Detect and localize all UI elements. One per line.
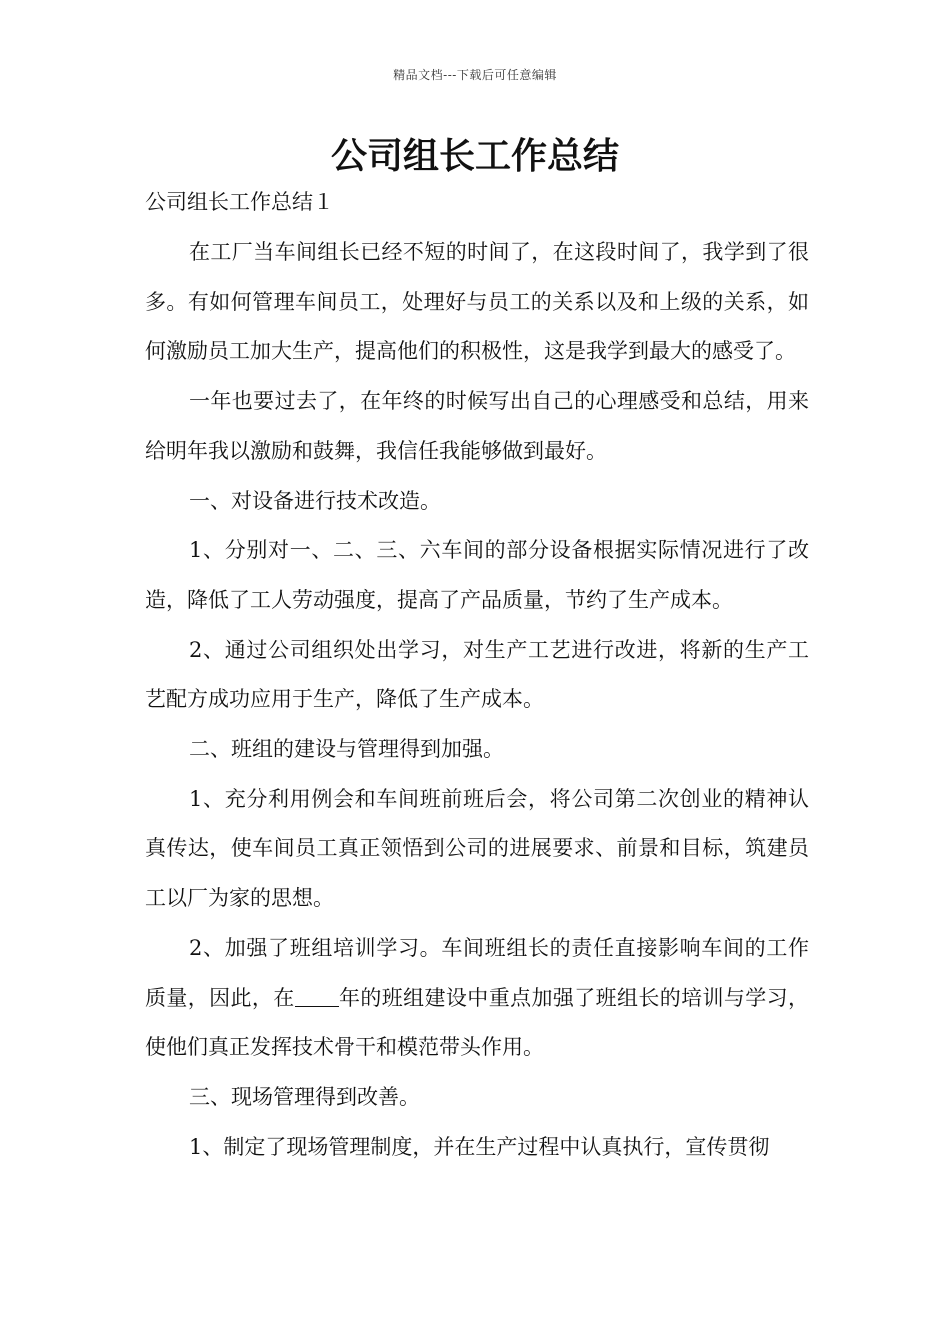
paragraph: 2、通过公司组织处出学习，对生产工艺进行改进，将新的生产工艺配方成功应用于生产，降低了生产成本。 (145, 637, 809, 712)
paragraph-text-after-blank: 年的班组建设中重点加强了班组长的培训与学习，使他们真正发挥技术骨干和模范带头作用。 (145, 985, 809, 1060)
paragraph: 一年也要过去了，在年终的时候写出自己的心理感受和总结，用来给明年我以激励和鼓舞，我信任我能够做到最好。 (145, 389, 809, 463)
fill-in-blank (295, 985, 339, 1007)
document-title: 公司组长工作总结 (330, 136, 619, 177)
paragraph: 1、充分利用例会和车间班前班后会，将公司第二次创业的精神认真传达，使车间员工真正领悟到公司的进展要求、前景和目标，筑建员工以厂为家的思想。 (145, 786, 809, 911)
paragraph: 在工厂当车间组长已经不短的时间了，在这段时间了，我学到了很多。有如何管理车间员工，处理好与员工的关系以及和上级的关系，如何激励员工加大生产，提高他们的积极性，这是我学到最大的感受了。 (145, 240, 809, 364)
section-heading: 二、班组的建设与管理得到加强。 (189, 737, 504, 762)
document-body (145, 228, 809, 1172)
paragraph-with-blank (145, 924, 809, 1073)
section-subtitle: 公司组长工作总结１ (145, 190, 334, 214)
paragraph-text-before-blank: 2、加强了班组培训学习。车间班组长的责任直接影响车间的工作质量，因此，在 (145, 935, 809, 1010)
header-note: 精品文档---下载后可任意编辑 (393, 68, 557, 82)
paragraph: 1、制定了现场管理制度，并在生产过程中认真执行，宣传贯彻 (189, 1134, 770, 1159)
section-heading: 一、对设备进行技术改造。 (189, 488, 441, 513)
section-heading: 三、现场管理得到改善。 (189, 1084, 420, 1109)
paragraph: 1、分别对一、二、三、六车间的部分设备根据实际情况进行了改造，降低了工人劳动强度，提高了产品质量，节约了生产成本。 (145, 538, 809, 612)
